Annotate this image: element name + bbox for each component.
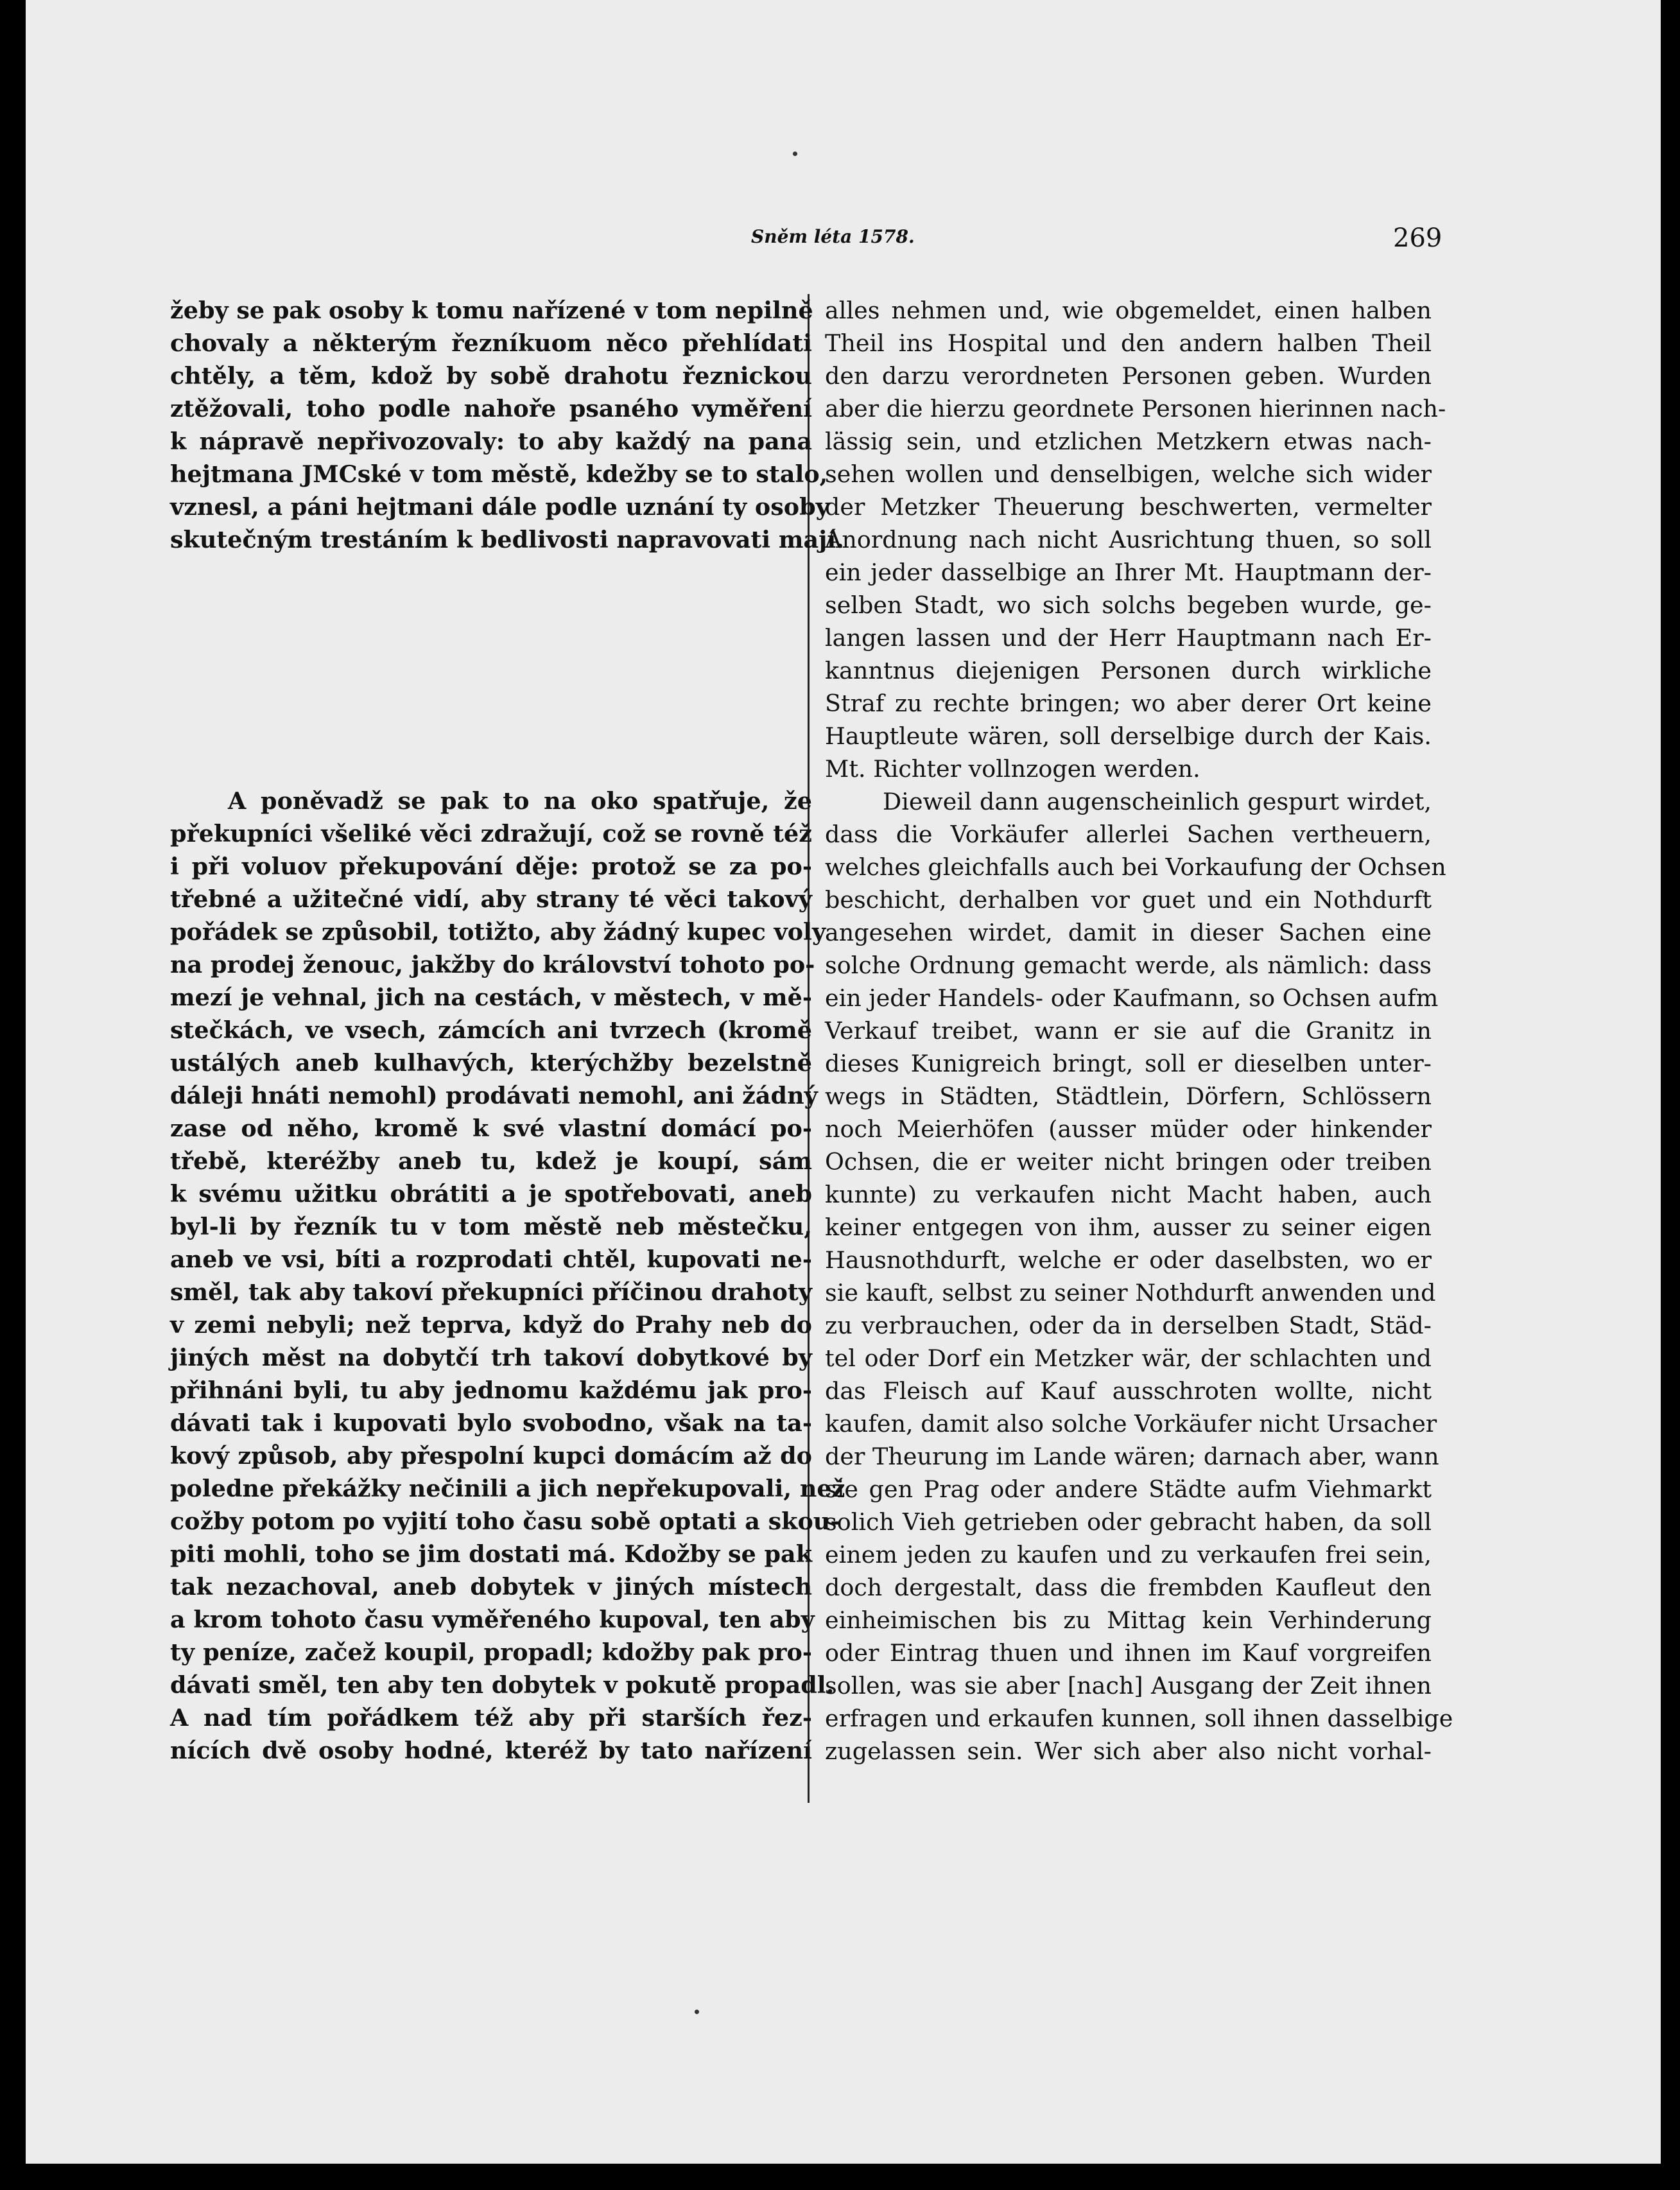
text-line: oder Eintrag thuen und ihnen im Kauf vorgreifen	[825, 1639, 1432, 1667]
text-line: Anordnung nach nicht Ausrichtung thuen, so soll	[825, 526, 1432, 553]
text-line: dávati tak i kupovati bylo svobodno, však na ta-	[170, 1409, 812, 1437]
speck-bottom	[695, 2010, 699, 2014]
text-line: jiných měst na dobytčí trh takoví dobytkové by	[170, 1344, 812, 1371]
text-line: v zemi nebyli; než teprva, když do Prahy neb do	[170, 1311, 812, 1339]
right-paragraph-2	[825, 785, 1453, 1768]
right-paragraph-1	[825, 294, 1446, 785]
text-line: Dieweil dann augenscheinlich gespurt wirdet,	[883, 788, 1432, 815]
text-line: dávati směl, ten aby ten dobytek v pokutě propadl.	[170, 1671, 835, 1699]
text-line: ein jeder dasselbige an Ihrer Mt. Hauptmann der-	[825, 559, 1432, 586]
text-line: překupníci všeliké věci zdražují, což se rovně též	[170, 820, 812, 847]
text-line: keiner entgegen von ihm, ausser zu seiner eigen	[825, 1213, 1432, 1241]
text-line: alles nehmen und, wie obgemeldet, einen halben	[825, 297, 1432, 324]
text-line: aneb ve vsi, bíti a rozprodati chtěl, kupovati ne-	[170, 1246, 812, 1273]
text-line: ustálých aneb kulhavých, kterýchžby bezelstně	[170, 1049, 812, 1077]
text-line: wegs in Städten, Städtlein, Dörfern, Schlössern	[825, 1082, 1432, 1110]
text-line: zugelassen sein. Wer sich aber also nicht vorhal-	[825, 1737, 1432, 1765]
text-line: A nad tím pořádkem též aby při starších řez-	[170, 1704, 812, 1732]
left-column-czech	[170, 294, 845, 1767]
running-head	[26, 223, 1661, 265]
text-line: k nápravě nepřivozovaly: to aby každý na pana	[170, 428, 812, 455]
text-line: solich Vieh getrieben oder gebracht haben, da soll	[825, 1508, 1432, 1536]
text-line: beschicht, derhalben vor guet und ein Nothdurft	[825, 886, 1432, 914]
speck-top	[793, 152, 797, 156]
text-line: solche Ordnung gemacht werde, als nämlich: dass	[825, 952, 1432, 979]
text-line: kový způsob, aby přespolní kupci domácím až do	[170, 1442, 812, 1470]
running-title: Sněm léta 1578.	[751, 226, 915, 247]
text-line: stečkách, ve vsech, zámcích ani tvrzech (kromě	[170, 1016, 812, 1044]
text-line: třebné a užitečné vidí, aby strany té věci takový	[170, 885, 812, 913]
text-line: byl-li by řezník tu v tom městě neb městečku,	[170, 1213, 812, 1240]
text-line: aber die hierzu geordnete Personen hierinnen nach-	[825, 395, 1446, 422]
text-line: směl, tak aby takoví překupníci příčinou drahoty	[170, 1278, 812, 1306]
text-line: pořádek se způsobil, totižto, aby žádný kupec voly	[170, 918, 826, 946]
text-line: Straf zu rechte bringen; wo aber derer Ort keine	[825, 690, 1432, 717]
text-line: zu verbrauchen, oder da in derselben Stadt, Städ-	[825, 1312, 1432, 1339]
text-line: třebě, kteréžby aneb tu, kdež je koupí, sám	[170, 1147, 812, 1175]
left-paragraph-1	[170, 294, 844, 556]
text-line: erfragen und erkaufen kunnen, soll ihnen dasselbige	[825, 1705, 1453, 1732]
text-line: tak nezachoval, aneb dobytek v jiných místech	[170, 1573, 812, 1601]
text-line: vznesl, a páni hejtmani dále podle uznání ty osoby	[170, 493, 829, 521]
text-line: sie gen Prag oder andere Städte aufm Viehmarkt	[825, 1475, 1432, 1503]
text-line: das Fleisch auf Kauf ausschroten wollte, nicht	[825, 1377, 1432, 1405]
text-line: kaufen, damit also solche Vorkäufer nicht Ursacher	[825, 1410, 1437, 1438]
page-scan	[26, 0, 1661, 2164]
text-line: Mt. Richter vollnzogen werden.	[825, 755, 1200, 783]
text-line: der Metzker Theuerung beschwerten, vermelter	[825, 493, 1432, 521]
text-line: k svému užitku obrátiti a je spotřebovati, aneb	[170, 1180, 812, 1208]
text-line: přihnáni byli, tu aby jednomu každému jak pro-	[170, 1377, 812, 1404]
text-line: dieses Kunigreich bringt, soll er dieselben unter-	[825, 1050, 1432, 1077]
text-line: nících dvě osoby hodné, kteréž by tato nařízení	[170, 1737, 812, 1764]
text-line: Theil ins Hospital und den andern halben Theil	[825, 329, 1432, 357]
text-line: ztěžovali, toho podle nahoře psaného vyměření	[170, 395, 812, 422]
text-line: sollen, was sie aber [nach] Ausgang der Zeit ihnen	[825, 1672, 1432, 1699]
text-line: der Theurung im Lande wären; darnach aber, wann	[825, 1443, 1439, 1470]
text-line: zase od něho, kromě k své vlastní domácí po-	[170, 1115, 812, 1142]
text-line: Verkauf treibet, wann er sie auf die Granitz in	[825, 1017, 1432, 1045]
text-line: cožby potom po vyjití toho času sobě optati a skou-	[170, 1508, 840, 1535]
text-line: Ochsen, die er weiter nicht bringen oder treiben	[825, 1148, 1432, 1176]
text-line: sehen wollen und denselbigen, welche sich wider	[825, 460, 1432, 488]
text-line: žeby se pak osoby k tomu nařízené v tom nepilně	[170, 297, 813, 324]
text-line: a krom tohoto času vyměřeného kupoval, ten aby	[170, 1606, 815, 1633]
text-line: Hausnothdurft, welche er oder daselbsten, wo er	[825, 1246, 1432, 1274]
text-line: chovaly a některým řezníkuom něco přehlídati	[170, 329, 812, 357]
text-line: sie kauft, selbst zu seiner Nothdurft anwenden und	[825, 1279, 1436, 1307]
text-line: hejtmana JMCské v tom městě, kdežby se to stalo,	[170, 460, 828, 488]
text-line: kanntnus diejenigen Personen durch wirkliche	[825, 657, 1432, 684]
text-line: kunnte) zu verkaufen nicht Macht haben, auch	[825, 1181, 1432, 1208]
text-line: A poněvadž se pak to na oko spatřuje, že	[228, 787, 812, 815]
text-line: angesehen wirdet, damit in dieser Sachen eine	[825, 919, 1432, 946]
text-line: mezí je vehnal, jich na cestách, v městech, v mě-	[170, 984, 812, 1011]
text-line: Hauptleute wären, soll derselbige durch der Kais.	[825, 722, 1432, 750]
text-line: welches gleichfalls auch bei Vorkaufung der Ochsen	[825, 853, 1446, 881]
text-line: ty peníze, začež koupil, propadl; kdožby pak pro-	[170, 1638, 812, 1666]
text-line: langen lassen und der Herr Hauptmann nach Er-	[825, 624, 1432, 652]
text-line: den darzu verordneten Personen geben. Wurden	[825, 362, 1432, 390]
text-line: lässig sein, und etzlichen Metzkern etwas nach-	[825, 428, 1432, 455]
text-line: dáleji hnáti nemohl) prodávati nemohl, ani žádný	[170, 1082, 818, 1109]
page-number: 269	[1393, 223, 1442, 253]
text-line: na prodej ženouc, jakžby do království tohoto po-	[170, 951, 815, 978]
text-line: i při voluov překupování děje: protož se za po-	[170, 853, 812, 880]
text-line: einheimischen bis zu Mittag kein Verhinderung	[825, 1606, 1432, 1634]
text-line: skutečným trestáním k bedlivosti napravovati mají.	[170, 526, 844, 553]
text-line: chtěly, a těm, kdož by sobě drahotu řeznickou	[170, 362, 812, 390]
right-column-german	[825, 294, 1453, 1768]
text-line: piti mohli, toho se jim dostati má. Kdožby se pak	[170, 1540, 812, 1568]
text-line: einem jeden zu kaufen und zu verkaufen frei sein,	[825, 1541, 1432, 1569]
text-line: noch Meierhöfen (ausser müder oder hinkender	[825, 1115, 1432, 1143]
text-line: tel oder Dorf ein Metzker wär, der schlachten und	[825, 1344, 1432, 1372]
text-line: doch dergestalt, dass die frembden Kaufleut den	[825, 1574, 1432, 1601]
left-paragraph-2	[170, 785, 845, 1767]
text-line: dass die Vorkäufer allerlei Sachen vertheuern,	[825, 821, 1432, 848]
text-line: poledne překážky nečinili a jich nepřekupovali, než	[170, 1475, 845, 1502]
text-line: ein jeder Handels- oder Kaufmann, so Ochsen aufm	[825, 984, 1439, 1012]
text-line: selben Stadt, wo sich solchs begeben wurde, ge-	[825, 591, 1432, 619]
